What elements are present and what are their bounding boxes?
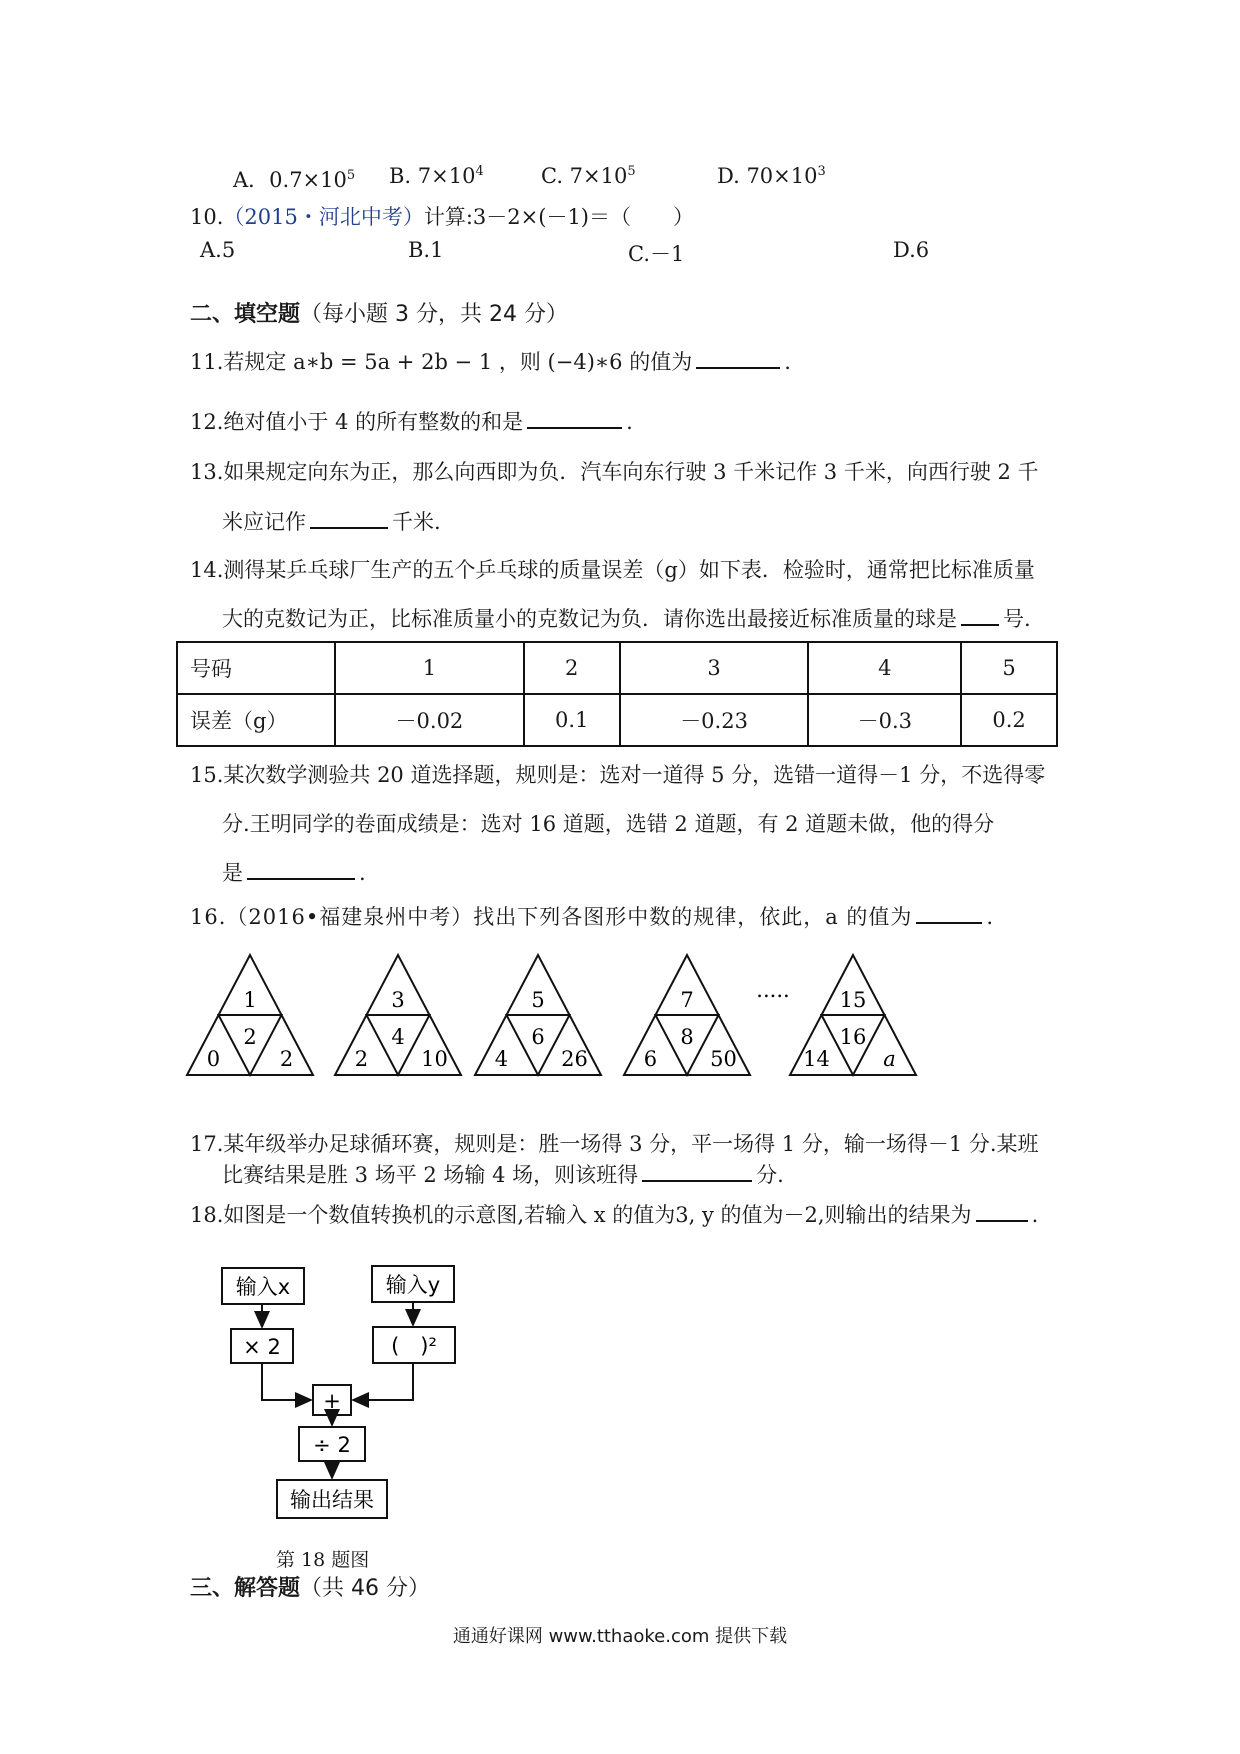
q14-line1: 14.测得某乒乓球厂生产的五个乒乓球的质量误差（g）如下表．检验时，通常把比标准质量 (190, 558, 1035, 582)
flow-plus-label: + (323, 1389, 341, 1413)
q13-line1: 13.如果规定向东为正，那么向西即为负．汽车向东行驶 3 千米记作 3 千米，向西行驶 2 千 (190, 460, 1039, 484)
q14-line2: 大的克数记为正，比标准质量小的克数记为负．请你选出最接近标准质量的球是 号. (222, 607, 1031, 631)
q17-line1: 17.某年级举办足球循环赛，规则是：胜一场得 3 分，平一场得 1 分，输一场得－1 分.某班 (190, 1132, 1039, 1156)
triangle-top-number: 1 (243, 988, 257, 1012)
table-cell: －0.23 (620, 694, 809, 746)
ellipsis-dots: ..... (756, 978, 790, 1002)
triangle-mid-number: 8 (680, 1025, 694, 1049)
q10-stem: 10.（2015・河北中考）计算:3－2×(－1)＝（ ） (190, 205, 694, 229)
q16: 16.（2016•福建泉州中考）找出下列各图形中数的规律，依此，a 的值为 . (190, 905, 995, 929)
q18-figure-caption: 第 18 题图 (276, 1549, 370, 1571)
triangle-left-number: 14 (803, 1047, 830, 1071)
flow-input-x-label: 输入x (235, 1275, 291, 1299)
flow-div2-label: ÷ 2 (313, 1433, 351, 1457)
q15-line1: 15.某次数学测验共 20 道选择题，规则是：选对一道得 5 分，选错一道得－1 分，不选得零 (190, 763, 1046, 787)
q12: 12.绝对值小于 4 的所有整数的和是 . (190, 410, 633, 434)
triangle-right-number: 50 (710, 1047, 737, 1071)
q9-option-c: C. $7\times 10^5$ (541, 164, 636, 188)
q9-option-d: D. $70\times 10^3$ (717, 164, 826, 188)
q17-line2: 比赛结果是胜 3 场平 2 场输 4 场，则该班得 分. (222, 1163, 784, 1187)
triangle-top-number: 5 (531, 988, 545, 1012)
q18: 18.如图是一个数值转换机的示意图,若输入 x 的值为3, y 的值为－2,则输出的结果为 . (190, 1203, 1039, 1227)
table-cell: 5 (961, 642, 1057, 694)
table-header-cell: 误差（g） (177, 694, 335, 746)
section-2-heading: 二、填空题（每小题 3 分，共 24 分） (190, 302, 568, 327)
triangle-right-number: 10 (421, 1047, 448, 1071)
q13-line2: 米应记作 千米. (222, 510, 441, 534)
q10-option-b: B.1 (408, 238, 444, 262)
table-header-cell: 号码 (177, 642, 335, 694)
triangle-top-number: 7 (680, 988, 694, 1012)
section-3-heading: 三、解答题（共 46 分） (190, 1576, 430, 1601)
triangle-top-number: 15 (839, 988, 867, 1012)
triangle-right-number: 2 (279, 1047, 294, 1071)
q10-option-a: A.5 (200, 238, 236, 262)
q9-option-a: A．$0.7\times 10^5$ (233, 168, 356, 192)
flow-times2-label: × 2 (243, 1335, 281, 1359)
triangle-right-number: 26 (561, 1047, 588, 1071)
table-cell: 3 (620, 642, 809, 694)
triangle-left-number: 4 (494, 1047, 509, 1071)
page-footer: 通通好课网 www.tthaoke.com 提供下载 (452, 1626, 788, 1647)
q15-line3: 是 . (222, 861, 366, 885)
table-cell: 0.1 (524, 694, 620, 746)
q9-option-b: B. $7\times 10^4$ (389, 164, 484, 188)
table-cell: －0.02 (335, 694, 524, 746)
q10-option-d: D.6 (893, 238, 930, 262)
flow-input-y-label: 输入y (385, 1273, 441, 1297)
triangle-left-number: 2 (354, 1047, 369, 1071)
table-cell: －0.3 (808, 694, 961, 746)
q11: 11.若规定 a∗b = 5a + 2b − 1 ，则 (−4)∗6 的值为 . (190, 350, 791, 374)
triangle-left-number: 0 (206, 1047, 221, 1071)
flow-square-label: ( )² (391, 1334, 437, 1358)
triangle-top-number: 3 (391, 988, 405, 1012)
flow-output-label: 输出结果 (290, 1488, 374, 1512)
triangle-mid-number: 4 (391, 1025, 405, 1049)
q15-line2: 分.王明同学的卷面成绩是：选对 16 道题，选错 2 道题，有 2 道题未做，他的得分 (222, 812, 995, 836)
table-cell: 1 (335, 642, 524, 694)
table-cell: 2 (524, 642, 620, 694)
q10-option-c: C.－1 (628, 242, 685, 266)
triangle-mid-number: 2 (243, 1025, 257, 1049)
triangle-right-number: a (883, 1047, 896, 1071)
triangle-mid-number: 16 (839, 1025, 867, 1049)
triangle-mid-number: 6 (531, 1025, 545, 1049)
table-cell: 0.2 (961, 694, 1057, 746)
q10-source: （2015・河北中考） (223, 205, 424, 229)
table-cell: 4 (808, 642, 961, 694)
triangle-left-number: 6 (643, 1047, 658, 1071)
